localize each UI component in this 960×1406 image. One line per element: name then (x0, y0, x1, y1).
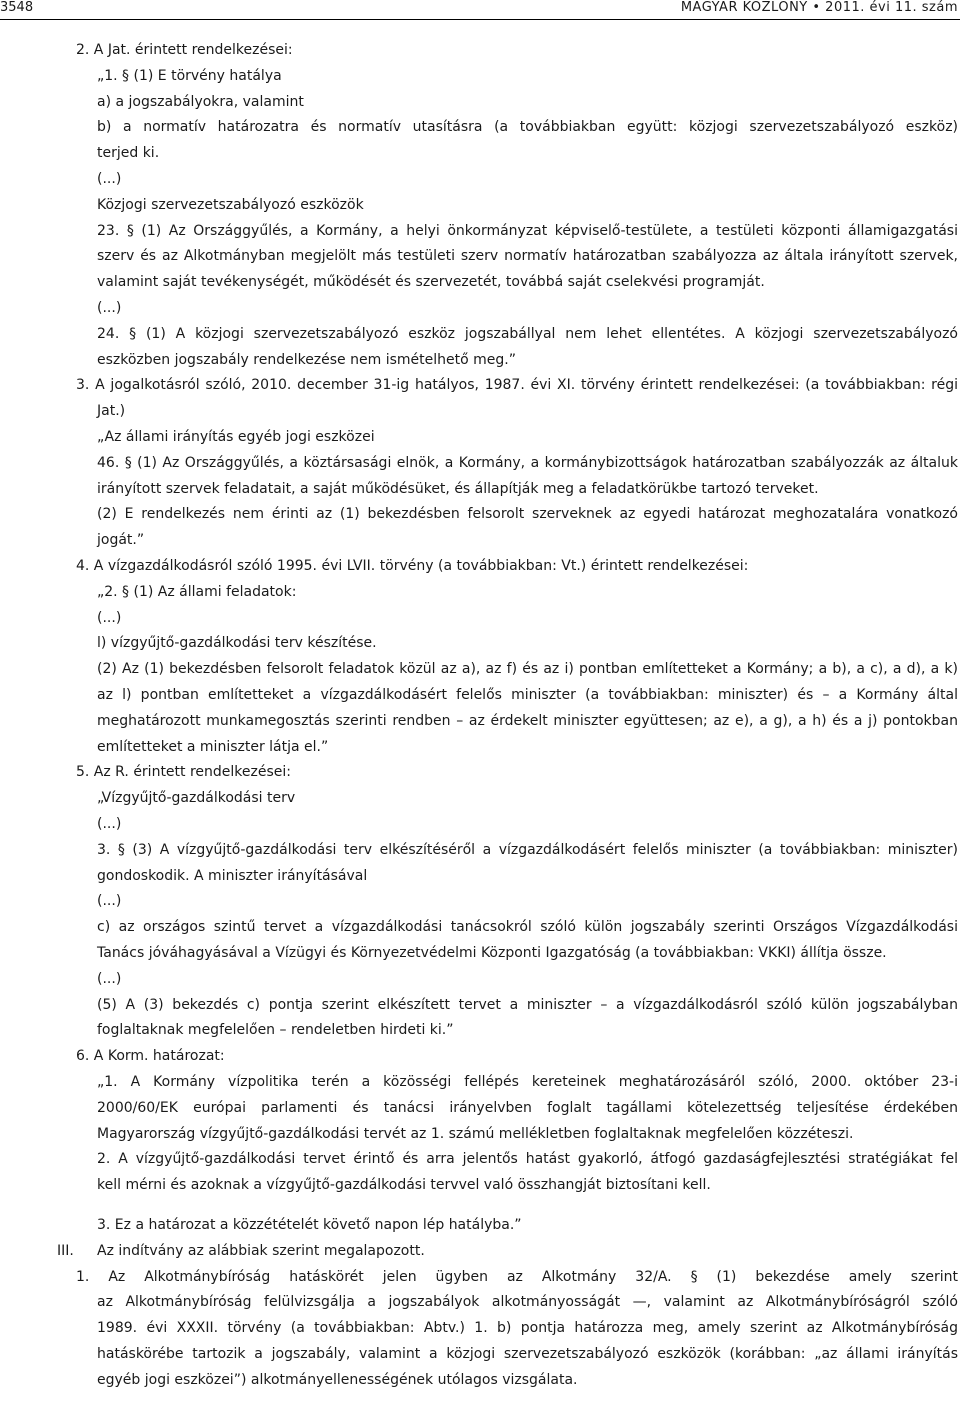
text-line: l) vízgyűjtő-gazdálkodási terv készítése. (97, 635, 377, 651)
text-line: (...) (97, 610, 122, 626)
text-line: (...) (97, 971, 122, 987)
text-line: b) a normatív határozatra és normatív utasításra (a továbbiakban együtt: közjogi szervezetszabályozó eszköz) (97, 119, 958, 135)
text-line: hatáskörébe tartozik a jogszabály, valamint a közjogi szervezetszabályozó eszközök (korábban: „az állami irányítás (97, 1346, 958, 1362)
text-line: c) az országos szintű tervet a vízgazdálkodási tanácsokról szóló külön jogszabály szerinti Országos Vízgazdálkodási (97, 919, 958, 935)
page-header (0, 0, 960, 20)
text-line: kell mérni és azoknak a vízgyűjtő-gazdálkodási tervvel való összhangját biztosítani kell. (97, 1177, 711, 1193)
text-line: „Vízgyűjtő-gazdálkodási terv (97, 790, 296, 806)
text-line: foglaltaknak megfelelően – rendeletben hirdeti ki.” (97, 1022, 454, 1038)
text-line: terjed ki. (97, 145, 160, 161)
text-line: (2) Az (1) bekezdésben felsorolt feladatok közül az a), az f) és az i) pontban említetteket a Kormány; a b), a c), a d), a k) (97, 661, 958, 677)
text-line: 4. A vízgazdálkodásról szóló 1995. évi LVII. törvény (a továbbiakban: Vt.) érintett rendelkezései: (76, 558, 749, 574)
text-line: irányított szervek feladatait, a saját működésüket, és állapítják meg a feladatkörükbe tartozó terveket. (97, 481, 819, 497)
text-line: (2) E rendelkezés nem érinti az (1) bekezdésben felsorolt szerveknek az egyedi határozat meghozatalára vonatkozó (97, 506, 958, 522)
text-line: „1. A Kormány vízpolitika terén a közösségi fellépés kereteinek meghatározásáról szóló, 2000. október 23-i (97, 1074, 958, 1090)
text-line: eszközben jogszabály rendelkezése nem ismételhető meg.” (97, 352, 516, 368)
text-line: (...) (97, 300, 122, 316)
journal-title: MAGYAR KÖZLÖNY • 2011. évi 11. szám (680, 0, 958, 15)
text-line: Magyarország vízgyűjtő-gazdálkodási tervét az 1. számú mellékletben foglaltaknak megfelelően közzéteszi. (97, 1126, 854, 1142)
text-line: valamint saját tevékenységét, működését és szervezetét, továbbá saját cselekvési programját. (97, 274, 765, 290)
text-line: „2. § (1) Az állami feladatok: (97, 584, 297, 600)
text-line: szerv és az Alkotmányban megjelölt más testületi szerv normatív határozatban szabályozza az általa irányított szervek, (97, 248, 958, 264)
text-line: 2. A vízgyűjtő-gazdálkodási tervet érintő és arra jelentős hatást gyakorló, átfogó gazdaságfejlesztési stratégiákat fel (97, 1151, 958, 1167)
text-line: 46. § (1) Az Országgyűlés, a köztársasági elnök, a Kormány, a kormánybizottságok határozatban szabályozzák az általuk (97, 455, 958, 471)
text-line: a) a jogszabályokra, valamint (97, 94, 304, 110)
text-line: egyéb jogi eszközei”) alkotmányellenességének utólagos vizsgálata. (97, 1372, 578, 1388)
text-line: Közjogi szervezetszabályozó eszközök (97, 197, 364, 213)
text-line: 1. Az Alkotmánybíróság hatáskörét jelen ügyben az Alkotmány 32/A. § (1) bekezdése amely szerint (76, 1269, 958, 1285)
text-line: (...) (97, 893, 122, 909)
text-line: 1989. évi XXXII. törvény (a továbbiakban: Abtv.) 1. b) pontja határozza meg, amely szerint az Alkotmánybíróság (97, 1320, 958, 1336)
text-line: 2. A Jat. érintett rendelkezései: (76, 42, 293, 58)
text-line: 3. Ez a határozat a közzétételét követő napon lép hatályba.” (97, 1217, 522, 1233)
text-line: említetteket a miniszter látja el.” (97, 739, 329, 755)
text-line: 23. § (1) Az Országgyűlés, a Kormány, a helyi önkormányzat képviselő-testülete, a testületi központi államigazgatási (97, 223, 958, 239)
text-line: 3. § (3) A vízgyűjtő-gazdálkodási terv elkészítéséről a vízgazdálkodásért felelős miniszter (a továbbiakban: miniszter) (97, 842, 958, 858)
header-rule (0, 19, 960, 20)
text-line: gondoskodik. A miniszter irányításával (97, 868, 368, 884)
text-line: III. (57, 1243, 74, 1259)
text-line: (...) (97, 816, 122, 832)
text-line: „Az állami irányítás egyéb jogi eszközei (97, 429, 375, 445)
text-line: 3. A jogalkotásról szóló, 2010. december 31-ig hatályos, 1987. évi XI. törvény érintett rendelkezései: (a továbbiakban: régi (76, 377, 958, 393)
text-line: jogát.” (97, 532, 145, 548)
text-line: Tanács jóváhagyásával a Vízügyi és Környezetvédelmi Központi Igazgatóság (a továbbiakban: VKKI) állítja össze. (97, 945, 887, 961)
text-line: az l) pontban említetteket a vízgazdálkodásért felelős miniszter (a továbbiakban: miniszter) és – a Kormány által (97, 687, 958, 703)
text-line: (5) A (3) bekezdés c) pontja szerint elkészített tervet a miniszter – a vízgazdálkodásról szóló külön jogszabályban (97, 997, 958, 1013)
text-line: 2000/60/EK európai parlamenti és tanácsi irányelvben foglalt tagállami kötelezettség teljesítése érdekében (97, 1100, 958, 1116)
text-line: Az indítvány az alábbiak szerint megalapozott. (97, 1243, 425, 1259)
text-line: 6. A Korm. határozat: (76, 1048, 225, 1064)
text-line: 5. Az R. érintett rendelkezései: (76, 764, 291, 780)
page-number: 3548 (0, 0, 34, 15)
text-line: meghatározott munkamegosztás szerinti rendben – az érdekelt miniszter együttesen; az e), a g), a h) és a j) pontokban (97, 713, 958, 729)
text-line: „1. § (1) E törvény hatálya (97, 68, 282, 84)
text-line: az Alkotmánybíróság felülvizsgálja a jogszabályok alkotmányosságát —, valamint az Alkotmánybíróságról szóló (97, 1294, 958, 1310)
text-line: Jat.) (97, 403, 126, 419)
text-line: (...) (97, 171, 122, 187)
text-line: 24. § (1) A közjogi szervezetszabályozó eszköz jogszabállyal nem lehet ellentétes. A közjogi szervezetszabályozó (97, 326, 958, 342)
